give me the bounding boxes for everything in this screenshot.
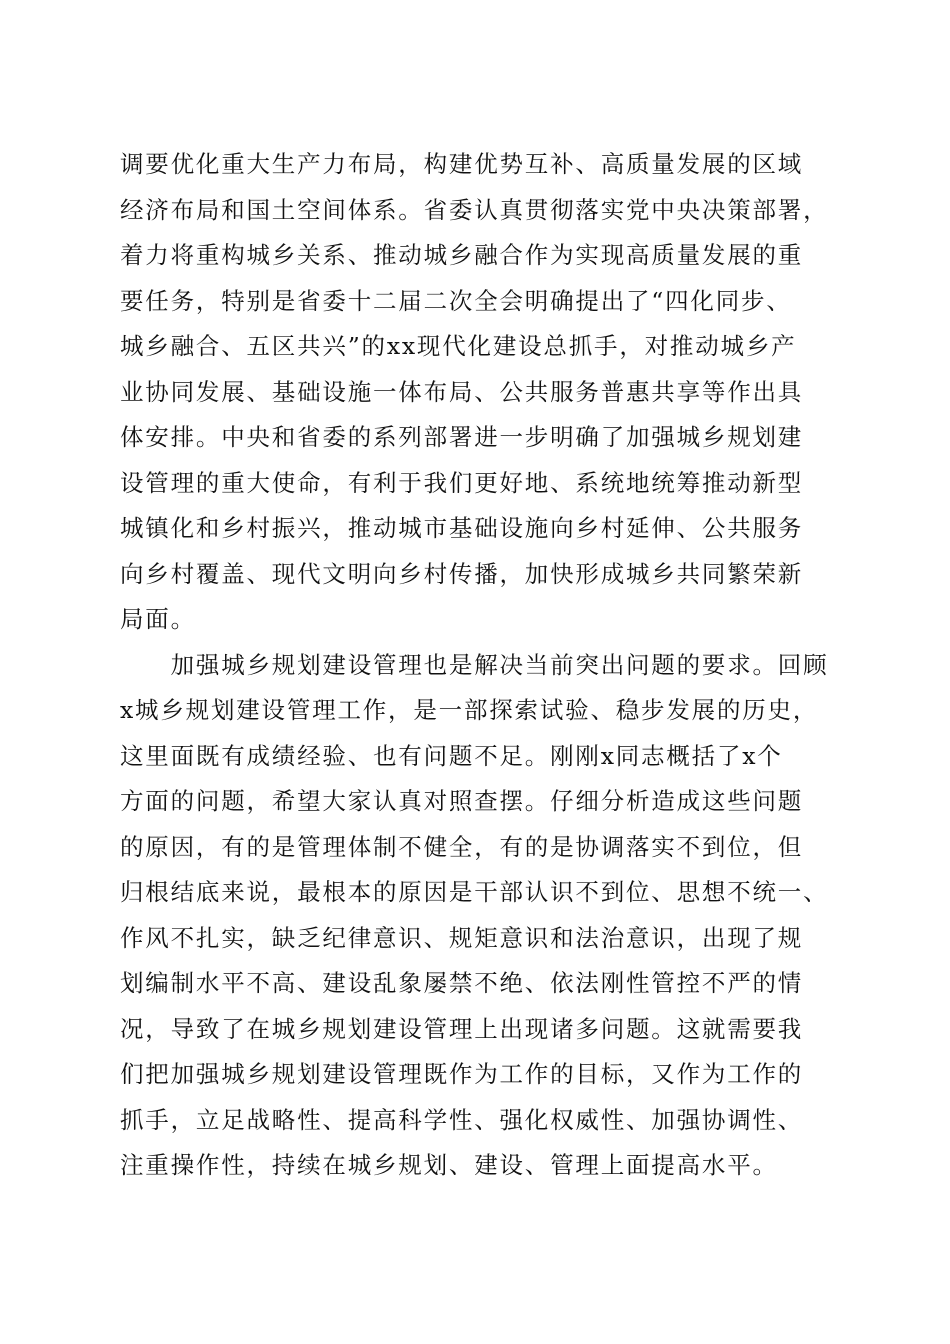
paragraph: [120, 643, 840, 1189]
text-line: 抓手，立足战略性、提高科学性、强化权威性、加强协调性、: [120, 1105, 804, 1134]
text-line: 经济布局和国土空间体系。省委认真贯彻落实党中央决策部署，: [120, 195, 829, 224]
text-line: 归根结底来说，最根本的原因是干部认识不到位、思想不统一、: [120, 878, 829, 906]
text-line: 注重操作性，持续在城乡规划、建设、管理上面提高水平。: [120, 1151, 778, 1179]
text-line: 加强城乡规划建设管理也是解决当前突出问题的要求。回顾: [120, 650, 829, 679]
text-line: 方面的问题，希望大家认真对照查摆。仔细分析造成这些问题: [120, 787, 804, 815]
text-line: x城乡规划建设管理工作，是一部探索试验、稳步发展的历史，: [120, 696, 819, 724]
document-body: [120, 142, 840, 1189]
text-line: 体安排。中央和省委的系列部署进一步明确了加强城乡规划建: [120, 423, 804, 451]
text-line: 这里面既有成绩经验、也有问题不足。刚刚x同志概括了x个: [120, 741, 783, 770]
text-line: 们把加强城乡规划建设管理既作为工作的目标，又作为工作的: [120, 1060, 804, 1088]
text-line: 的原因，有的是管理体制不健全，有的是协调落实不到位，但: [120, 832, 804, 861]
text-line: 业协同发展、基础设施一体布局、公共服务普惠共享等作出具: [120, 377, 804, 406]
text-line: 况，导致了在城乡规划建设管理上出现诸多问题。这就需要我: [120, 1014, 804, 1043]
text-line: 着力将重构城乡关系、推动城乡融合作为实现高质量发展的重: [120, 241, 804, 269]
text-line: 调要优化重大生产力布局，构建优势互补、高质量发展的区域: [120, 150, 804, 178]
text-line: 城镇化和乡村振兴，推动城市基础设施向乡村延伸、公共服务: [120, 514, 804, 542]
text-line: 划编制水平不高、建设乱象屡禁不绝、依法刚性管控不严的情: [120, 969, 804, 997]
text-line: 设管理的重大使命，有利于我们更好地、系统地统筹推动新型: [120, 468, 804, 497]
text-line: 城乡融合、五区共兴”的xx现代化建设总抓手，对推动城乡产: [120, 332, 797, 360]
text-line: 作风不扎实，缺乏纪律意识、规矩意识和法治意识，出现了规: [120, 923, 804, 952]
text-line: 要任务，特别是省委十二届二次全会明确提出了“四化同步、: [120, 286, 792, 315]
text-line: 局面。: [120, 605, 196, 633]
paragraph: [120, 142, 840, 643]
text-line: 向乡村覆盖、现代文明向乡村传播，加快形成城乡共同繁荣新: [120, 559, 804, 588]
